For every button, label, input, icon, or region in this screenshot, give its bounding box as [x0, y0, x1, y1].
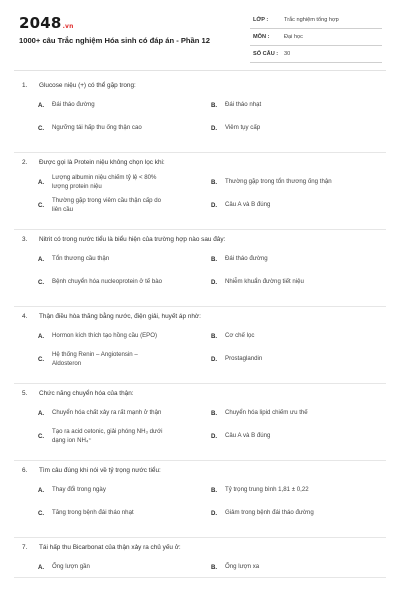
question-item: [14, 230, 386, 307]
info-row-class: [250, 12, 382, 29]
question-item: [14, 538, 386, 578]
option-text-line: Lượng albumin niệu chiếm tỷ lệ < 80%: [52, 173, 157, 181]
question-number: 2.: [22, 159, 28, 166]
question-stem: Tìm câu đúng khi nói về tỷ trọng nước tiểu:: [39, 467, 161, 474]
question-stem: Nitrit có trong nước tiểu là biểu hiện của trường hợp nào sau đây:: [39, 236, 226, 243]
question-number: 6.: [22, 467, 28, 474]
option-letter: C.: [38, 124, 45, 132]
answer-option[interactable]: [38, 426, 162, 446]
question-text: [22, 467, 161, 474]
question-number: 5.: [22, 390, 28, 397]
option-letter: B.: [211, 332, 218, 340]
option-text-line: Hệ thống Renin – Angiotensin –: [52, 350, 138, 358]
option-letter: D.: [211, 201, 218, 209]
question-number: 4.: [22, 313, 28, 320]
option-letter: B.: [211, 409, 218, 417]
option-text: Tỷ trọng trung bình 1,81 ± 0,22: [225, 486, 309, 494]
question-item: [14, 384, 386, 461]
option-letter: D.: [211, 509, 218, 517]
logo-text: 2048: [19, 14, 62, 32]
option-text: Bệnh chuyển hóa nucleoprotein ở tế bào: [52, 278, 163, 286]
question-number: 7.: [22, 544, 28, 551]
answer-option[interactable]: [38, 100, 95, 110]
answer-option[interactable]: [38, 331, 157, 341]
question-text: [22, 236, 225, 243]
logo-suffix: .vn: [62, 23, 74, 30]
option-text: [52, 427, 162, 446]
option-text: Thay đổi trong ngày: [52, 486, 106, 494]
option-text: Nhiễm khuẩn đường tiết niệu: [225, 278, 304, 286]
option-letter: B.: [211, 101, 218, 109]
answer-option[interactable]: [211, 485, 309, 495]
question-list: [0, 76, 400, 578]
option-letter: B.: [211, 563, 218, 571]
option-text: [52, 196, 161, 215]
option-text-line: lượng protein niệu: [52, 183, 102, 190]
option-letter: A.: [38, 486, 45, 494]
document-title: 1000+ câu Trắc nghiệm Hóa sinh có đáp án - Phần 12: [19, 36, 210, 45]
option-letter: A.: [38, 101, 45, 109]
option-letter: C.: [38, 509, 45, 517]
answer-option[interactable]: [211, 277, 304, 287]
option-letter: A.: [38, 409, 45, 417]
option-text: Prostaglandin: [225, 355, 263, 363]
option-text: Viêm tụy cấp: [225, 124, 261, 132]
answer-option[interactable]: [38, 562, 90, 572]
answer-option[interactable]: [211, 408, 308, 418]
answer-option[interactable]: [211, 562, 259, 572]
info-label: SỐ CÂU :: [253, 51, 279, 57]
option-text: Chuyển hóa chất xảy ra rất mạnh ở thận: [52, 409, 162, 417]
header-divider: [14, 70, 386, 71]
option-text: Đái tháo nhạt: [225, 101, 262, 109]
question-stem: Thận điều hòa thăng bằng nước, điện giải, huyết áp nhờ:: [39, 313, 201, 320]
option-letter: D.: [211, 278, 218, 286]
option-text: Ngưỡng tái hấp thu ống thận cao: [52, 124, 142, 132]
answer-option[interactable]: [211, 100, 261, 110]
answer-option[interactable]: [211, 354, 262, 364]
option-text: Cơ chế lọc: [225, 332, 255, 340]
question-text: [22, 313, 201, 320]
option-letter: C.: [38, 278, 45, 286]
info-panel: [250, 12, 382, 63]
option-letter: B.: [211, 178, 218, 186]
info-label: MÔN :: [253, 34, 270, 40]
answer-option[interactable]: [38, 485, 106, 495]
answer-option[interactable]: [38, 172, 156, 192]
site-logo[interactable]: [19, 14, 74, 32]
question-number: 1.: [22, 82, 28, 89]
question-item: [14, 153, 386, 230]
option-text: Tổn thương cầu thận: [52, 255, 110, 263]
option-text: Câu A và B đúng: [225, 201, 271, 209]
option-letter: C.: [38, 432, 45, 440]
option-text: Câu A và B đúng: [225, 432, 271, 440]
info-value: 30: [284, 51, 291, 57]
option-text: Ống lượn gần: [52, 563, 90, 571]
option-text: [52, 350, 138, 369]
option-text-line: Tạo ra acid cetonic, giải phóng NH₃ dưới: [52, 427, 163, 435]
option-letter: C.: [38, 201, 45, 209]
answer-option[interactable]: [38, 408, 161, 418]
question-item: [14, 76, 386, 153]
option-letter: B.: [211, 486, 218, 494]
info-label: LỚP :: [253, 17, 269, 23]
answer-option[interactable]: [211, 431, 270, 441]
option-letter: C.: [38, 355, 45, 363]
answer-option[interactable]: [211, 200, 270, 210]
option-text: Hormon kích thích tạo hồng cầu (EPO): [52, 332, 157, 340]
answer-option[interactable]: [211, 254, 268, 264]
question-text: [22, 82, 136, 89]
question-item: [14, 307, 386, 384]
info-row-subject: [250, 29, 382, 46]
option-text: Đái tháo đường: [52, 101, 95, 109]
info-value: Đại học: [284, 34, 303, 40]
option-text-line: liên cầu: [52, 206, 74, 213]
question-stem: Chức năng chuyển hóa của thận:: [39, 390, 134, 397]
info-value: Trắc nghiệm tổng hợp: [284, 17, 339, 23]
question-number: 3.: [22, 236, 28, 243]
option-text-line: Thường gặp trong viêm cầu thận cấp do: [52, 196, 162, 204]
option-text-line: Aldosteron: [52, 360, 82, 367]
question-stem: Tái hấp thu Bicarbonat của thận xảy ra chủ yếu ở:: [39, 544, 181, 551]
question-text: [22, 544, 181, 551]
option-letter: D.: [211, 432, 218, 440]
option-text: Thường gặp trong tổn thương ống thận: [225, 178, 332, 186]
question-text: [22, 159, 165, 166]
option-text: [52, 173, 156, 192]
option-letter: B.: [211, 255, 218, 263]
answer-option[interactable]: [211, 331, 254, 341]
option-text: Chuyển hóa lipid chiếm ưu thế: [225, 409, 308, 417]
page-header: [0, 0, 400, 80]
answer-option[interactable]: [38, 349, 138, 369]
option-letter: A.: [38, 255, 45, 263]
option-text: Giảm trong bệnh đái tháo đường: [225, 509, 314, 517]
option-text: Ống lượn xa: [225, 563, 260, 571]
answer-option[interactable]: [38, 277, 162, 287]
option-text-line: dạng ion NH₄⁺: [52, 437, 92, 444]
option-text: Đái tháo đường: [225, 255, 268, 263]
question-stem: Được gọi là Protein niệu không chọn lọc khi:: [39, 159, 165, 166]
answer-option[interactable]: [211, 123, 260, 133]
option-letter: A.: [38, 332, 45, 340]
answer-option[interactable]: [38, 195, 161, 215]
answer-option[interactable]: [211, 177, 332, 187]
info-row-count: [250, 46, 382, 63]
answer-option[interactable]: [38, 254, 109, 264]
answer-option[interactable]: [38, 508, 134, 518]
question-item: [14, 461, 386, 538]
option-letter: A.: [38, 178, 45, 186]
answer-option[interactable]: [38, 123, 142, 133]
answer-option[interactable]: [211, 508, 314, 518]
question-stem: Glucose niệu (+) có thể gặp trong:: [39, 82, 136, 89]
option-letter: D.: [211, 124, 218, 132]
option-text: Tăng trong bệnh đái tháo nhạt: [52, 509, 134, 517]
option-letter: A.: [38, 563, 45, 571]
question-text: [22, 390, 134, 397]
option-letter: D.: [211, 355, 218, 363]
